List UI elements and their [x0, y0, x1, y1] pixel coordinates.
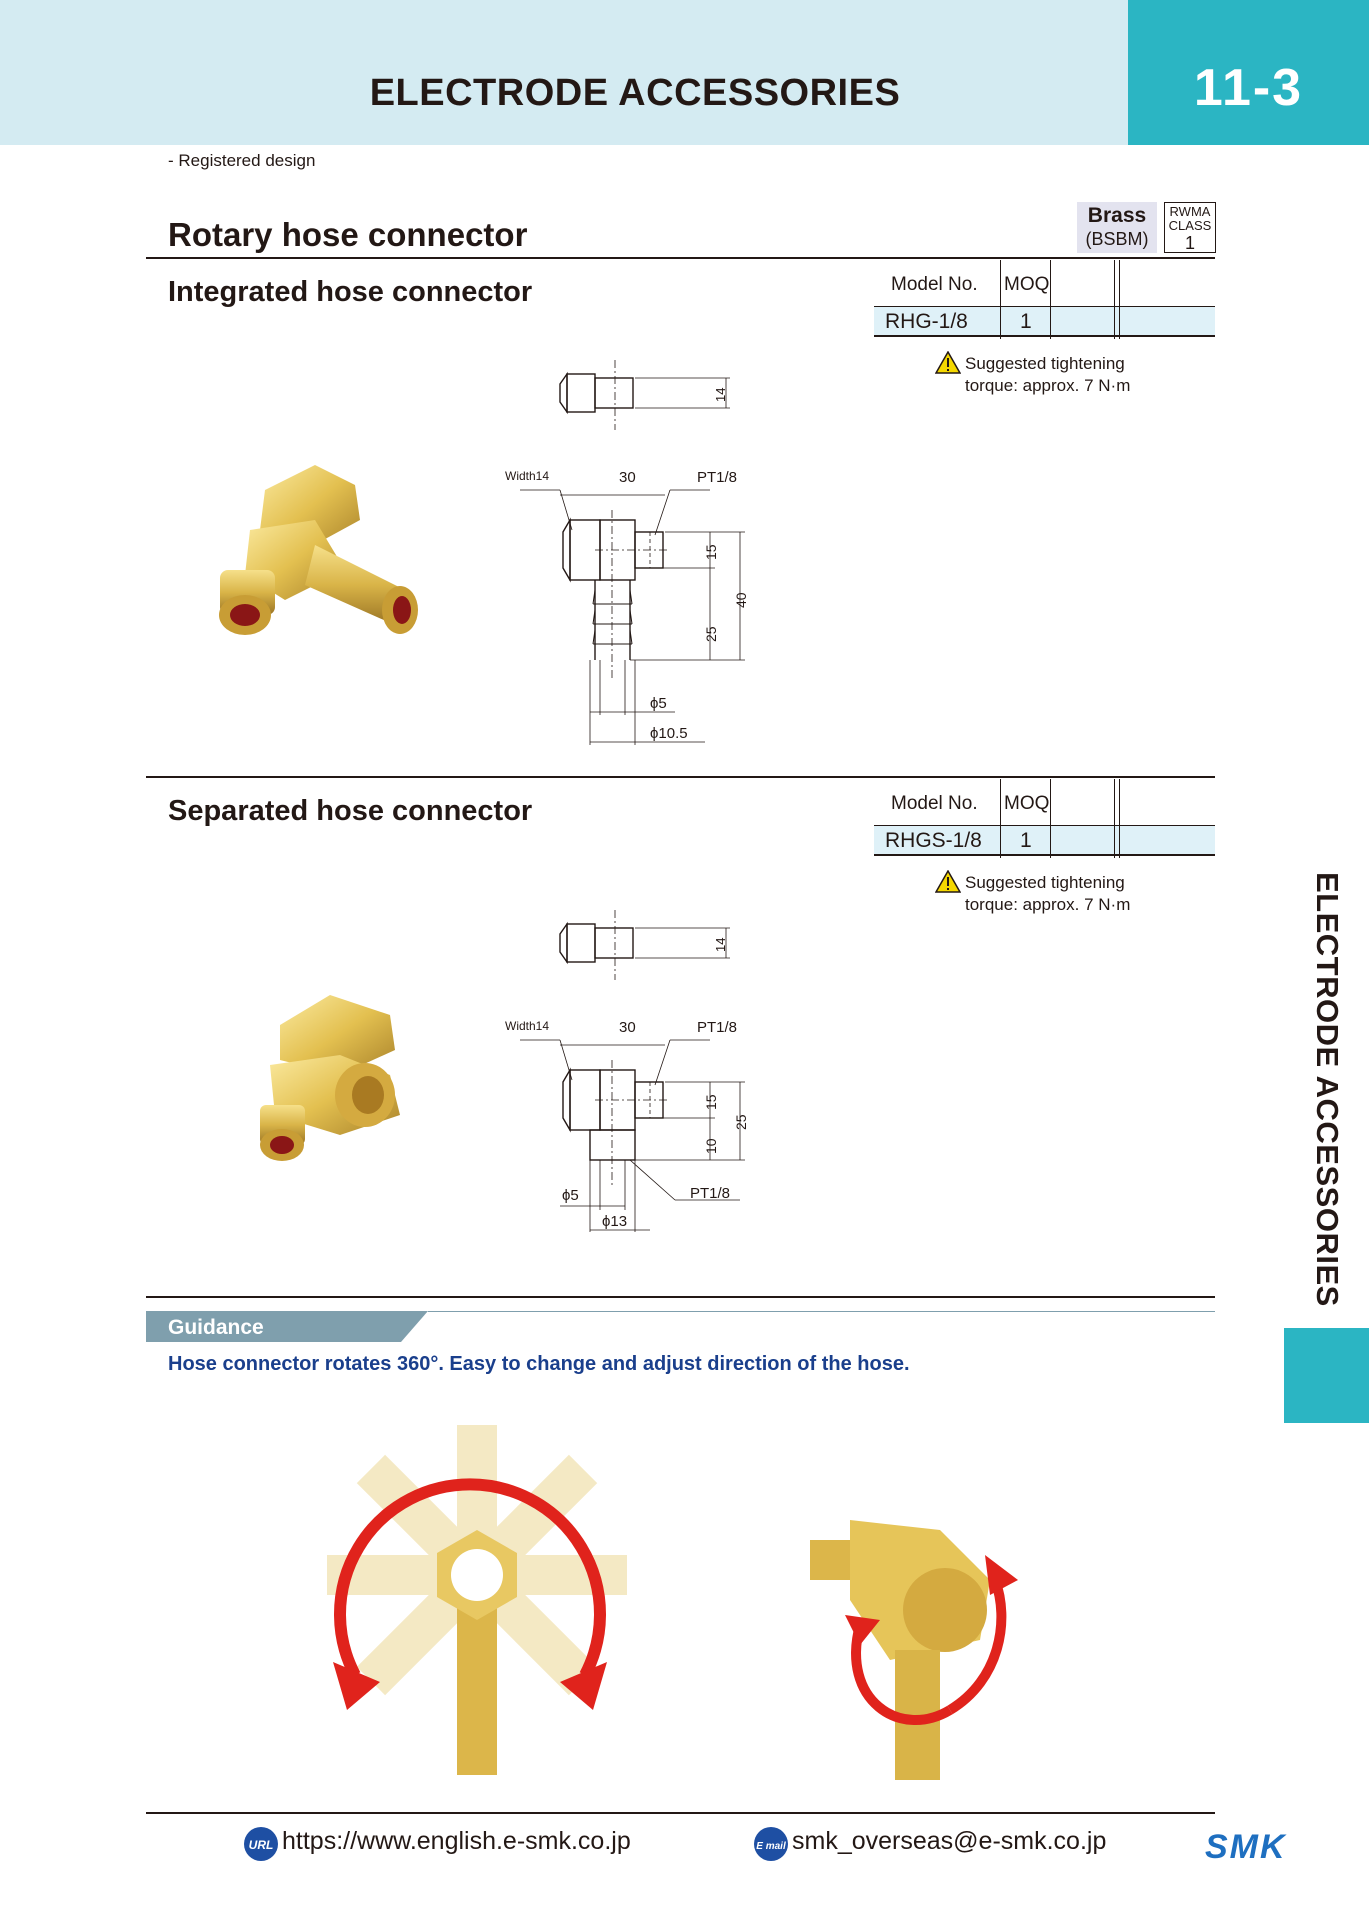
chapter-number: 11-3 [1128, 0, 1369, 145]
col-moq: MOQ [1004, 793, 1050, 814]
dim-length: 30 [619, 469, 636, 486]
email-icon [753, 1826, 789, 1862]
dim-phi-outer: ϕ10.5 [650, 725, 688, 742]
col-moq: MOQ [1004, 274, 1050, 295]
material-name: Brass [1087, 204, 1147, 227]
mail-badge: E mail [756, 1841, 786, 1852]
guidance-divider [146, 1296, 1215, 1298]
table-row [874, 825, 1215, 856]
col-model-no: Model No. [891, 793, 978, 814]
torque-value: torque: approx. 7 N·m [965, 376, 1131, 395]
torque-note [965, 872, 1130, 916]
dim-thread: PT1/8 [697, 469, 738, 486]
url-icon [243, 1826, 279, 1862]
integrated-connector-drawing [500, 360, 770, 760]
integrated-connector-photo [205, 460, 470, 660]
guidance-label: Guidance [168, 1316, 264, 1339]
dim-height: 14 [713, 387, 728, 402]
warning-icon [935, 870, 961, 893]
separated-connector-drawing [500, 910, 770, 1240]
footer-divider [146, 1812, 1215, 1814]
dim-phi-outer: ϕ13 [602, 1213, 628, 1230]
guidance-header [146, 1311, 428, 1342]
section-divider [146, 257, 1215, 259]
warning-icon [935, 351, 961, 374]
guidance-line [428, 1311, 1215, 1312]
model-number: RHGS-1/8 [885, 829, 982, 852]
dim-height: 14 [713, 937, 728, 952]
dim-thread: PT1/8 [697, 1019, 738, 1036]
guidance-text: Hose connector rotates 360°. Easy to change and adjust direction of the hose. [168, 1353, 910, 1375]
dim-25: 25 [703, 626, 719, 642]
page-title: ELECTRODE ACCESSORIES [369, 72, 901, 114]
moq-value: 1 [1020, 310, 1032, 333]
product-title-separated: Separated hose connector [168, 795, 533, 827]
rwma-class-badge [1164, 202, 1216, 253]
dim-15: 15 [703, 1094, 719, 1110]
smk-logo [1205, 1830, 1309, 1862]
table-header [874, 779, 1215, 823]
logo-text: SMK [1205, 1830, 1287, 1862]
rotation-illustration [285, 1420, 665, 1790]
torque-value: torque: approx. 7 N·m [965, 895, 1131, 914]
material-code: (BSBM) [1085, 229, 1149, 249]
product-title-integrated: Integrated hose connector [168, 276, 533, 308]
table-row [874, 306, 1215, 337]
dim-phi-inner: ϕ5 [562, 1187, 579, 1204]
side-tab-label: ELECTRODE ACCESSORIES [1310, 872, 1345, 1307]
registered-note: - Registered design [168, 151, 316, 170]
rwma-class-value: 1 [1184, 233, 1195, 253]
table-header [874, 260, 1215, 304]
rwma-class-label: CLASS [1168, 218, 1212, 233]
dim-length: 30 [619, 1019, 636, 1036]
torque-line: Suggested tightening [965, 873, 1125, 892]
url-badge: URL [248, 1838, 274, 1852]
dim-25: 25 [733, 1114, 749, 1130]
dim-width: Width14 [505, 469, 550, 483]
model-number: RHG-1/8 [885, 310, 968, 333]
footer-email-link[interactable]: smk_overseas@e-smk.co.jp [792, 1827, 1107, 1855]
footer-url-link[interactable]: https://www.english.e-smk.co.jp [282, 1827, 631, 1855]
torque-line: Suggested tightening [965, 354, 1125, 373]
side-tab-marker [1284, 1328, 1369, 1423]
dim-15: 15 [703, 544, 719, 560]
model-table-separated [874, 779, 1215, 858]
dim-10: 10 [703, 1138, 719, 1154]
dim-phi-inner: ϕ5 [650, 695, 667, 712]
dim-thread-bottom: PT1/8 [690, 1185, 731, 1202]
rwma-label: RWMA [1169, 204, 1211, 219]
dim-width: Width14 [505, 1019, 550, 1033]
torque-note [965, 353, 1130, 397]
dim-40: 40 [733, 592, 749, 608]
rotation-illustration-side [800, 1510, 1030, 1790]
separated-connector-photo [250, 985, 450, 1165]
moq-value: 1 [1020, 829, 1032, 852]
product-divider [146, 776, 1215, 778]
col-model-no: Model No. [891, 274, 978, 295]
material-badge [1077, 202, 1157, 253]
section-title: Rotary hose connector [168, 216, 528, 253]
model-table-integrated [874, 260, 1215, 339]
